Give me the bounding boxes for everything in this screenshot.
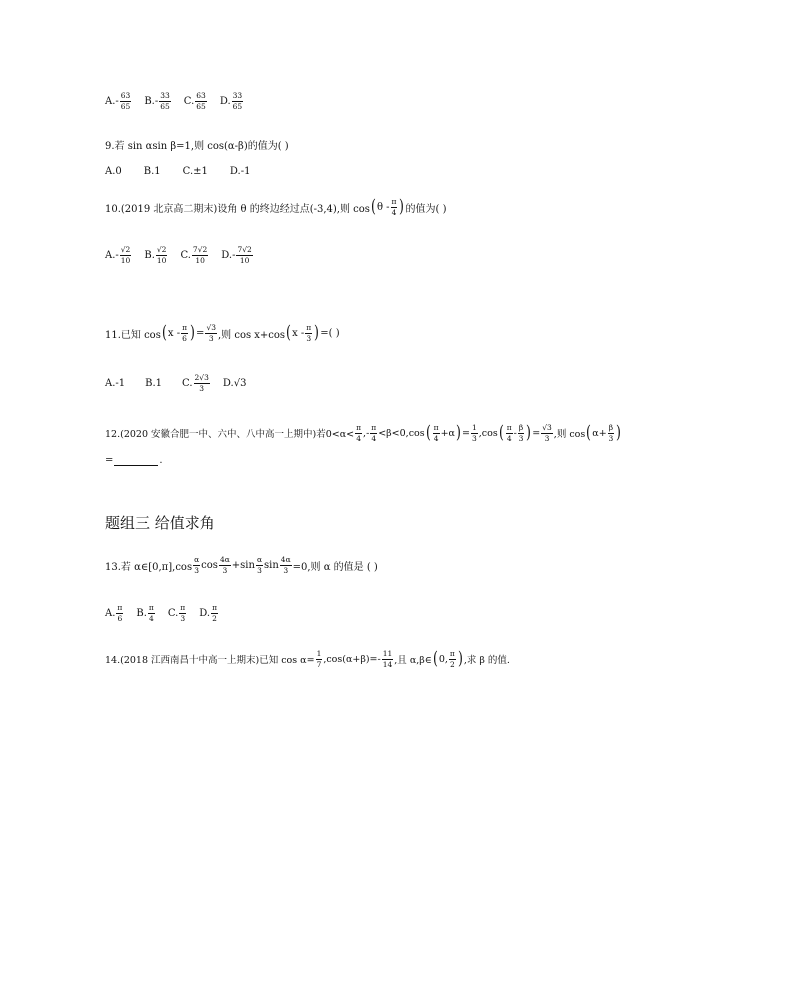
q14-stem: 14.(2018 江西南昌十中高一上期末)已知 cos α= $\frac{1}{7}$ ,cos(α+β)=- $\frac{11}{14}$ ,且 α,β∈ ( 0, $\frac{\pi}{2}$ ) ,求 β 的值. <box>105 648 510 669</box>
q9-option-a: A.0 <box>105 166 122 177</box>
q10-options <box>105 246 266 264</box>
q12-answer-line: = . <box>105 455 163 466</box>
q13-option-b: B. $\frac{\pi}{4}$ <box>136 603 154 623</box>
q11-option-a: A.-1 <box>105 377 126 389</box>
q11-options <box>105 374 258 392</box>
q10-option-b: B. $\frac{√2}{10}$ <box>144 245 167 265</box>
q8-option-d: D. $\frac{33}{65}$ <box>219 91 243 111</box>
q11-stem: 11.已知 cos ( x - $\frac{\pi}{6}$ ) = $\frac{√3}{3}$ ,则 cos x+cos ( x - $\frac{\pi}{3}$ ) =( ) <box>105 322 340 343</box>
q8-option-a: A.- $\frac{63}{65}$ <box>105 91 131 111</box>
q10-option-c: C. $\frac{7√2}{10}$ <box>180 245 208 265</box>
q10-option-a: A.- $\frac{√2}{10}$ <box>105 245 131 265</box>
q13-stem: 13.若 α∈[0,π],cos $\frac{\alpha}{3}$ cos $\frac{4\alpha}{3}$ +sin $\frac{\alpha}{3}$ sin $\frac{4\alpha}{3}$ =0,则 α 的值是 ( ) <box>105 555 378 575</box>
q13-option-d: D. $\frac{\pi}{2}$ <box>199 603 218 623</box>
q9-option-d: D.-1 <box>229 166 251 177</box>
answer-blank <box>114 455 158 466</box>
q11-option-d: D.√3 <box>222 377 247 389</box>
q9-option-c: C.±1 <box>182 166 208 177</box>
q13-options <box>105 604 231 622</box>
q9-option-b: B.1 <box>143 166 161 177</box>
q8-option-c: C. $\frac{63}{65}$ <box>183 91 206 111</box>
q8-options <box>105 92 256 110</box>
q13-option-a: A. $\frac{\pi}{6}$ <box>105 603 123 623</box>
q10-stem: 10.(2019 北京高二期末)设角 θ 的终边经过点(-3,4),则 cos ( θ - $\frac{\pi}{4}$ ) 的值为( ) <box>105 196 447 217</box>
q13-option-c: C. $\frac{\pi}{3}$ <box>167 603 186 623</box>
q11-option-b: B.1 <box>145 377 163 389</box>
q10-option-d: D.- $\frac{7√2}{10}$ <box>221 245 252 265</box>
q11-option-c: C. $\frac{2√3}{3}$ <box>182 373 209 393</box>
q9-options <box>105 166 262 177</box>
q8-option-b: B.- $\frac{33}{65}$ <box>144 91 170 111</box>
q9-stem: 9.若 sin αsin β=1,则 cos(α-β)的值为( ) <box>105 141 289 152</box>
section-title: 题组三 给值求角 <box>105 514 215 532</box>
q12-stem: 12.(2020 安徽合肥一中、六中、八中高一上期中)若0<α< $\frac{\pi}{4}$ ,- $\frac{\pi}{4}$ <β<0,cos ( $\frac{\pi}{4}$ +α ) = $\frac{1}{3}$ ,cos ( $\frac{\pi}{4}$ - $\frac{\beta}{3}$ ) = $\frac{√3}{3}$ ,则 cos ( α+ $\frac{\beta}{3}$ ) <box>105 422 622 443</box>
